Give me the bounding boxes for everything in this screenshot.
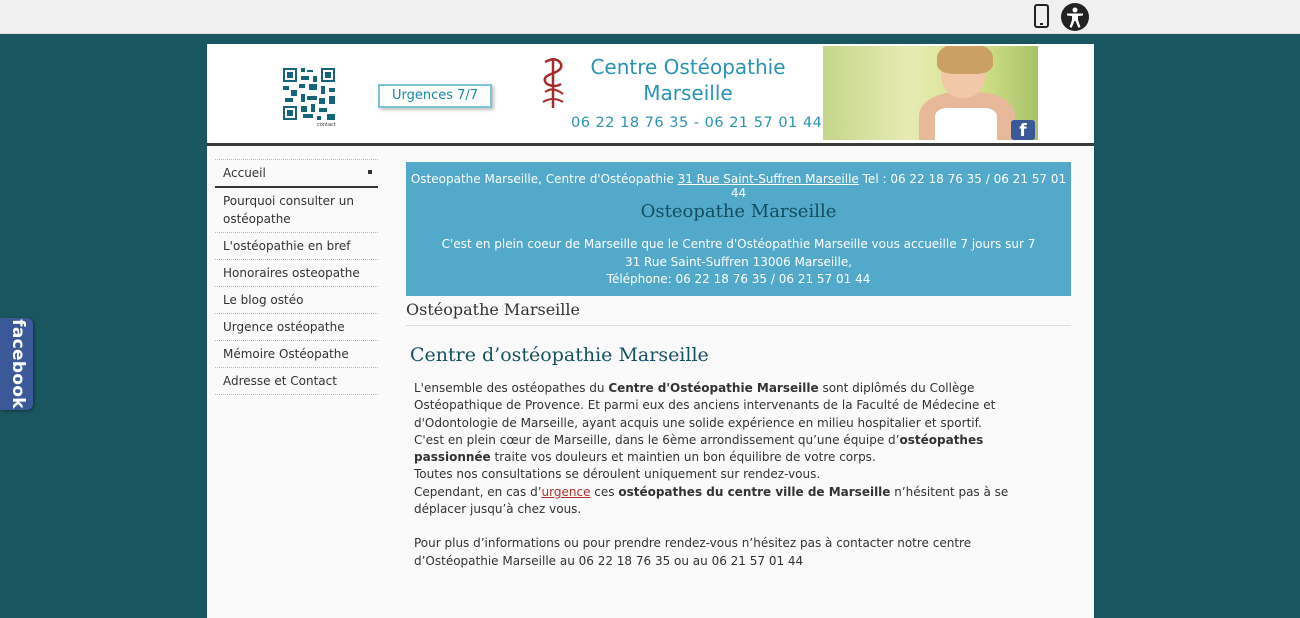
- site-header: [207, 44, 1094, 146]
- banner-title: Osteopathe Marseille: [640, 201, 837, 222]
- nav-item-blog[interactable]: [215, 287, 378, 314]
- text-span: C'est en plein cœur de Marseille, dans le 6ème arrondissement qu’une équipe d’: [414, 432, 900, 447]
- banner-address-link[interactable]: 31 Rue Saint-Suffren Marseille: [677, 172, 859, 186]
- header-phone: 06 22 18 76 35 - 06 21 57 01 44: [571, 115, 823, 131]
- nav-item-urgence[interactable]: [215, 314, 378, 341]
- nav-item-osteopathie-en-bref[interactable]: [215, 233, 378, 260]
- qr-code-icon[interactable]: [281, 66, 337, 122]
- text-span: traite vos douleurs et maintien un bon équilibre de votre corps.: [490, 450, 876, 465]
- active-dot-icon: [368, 170, 372, 174]
- section-heading: Ostéopathe Marseille: [406, 300, 1071, 326]
- top-toolbar: [0, 0, 1300, 34]
- nav-item-label: Accueil: [223, 166, 266, 180]
- facebook-side-tab[interactable]: [0, 318, 33, 410]
- text-span: L'ensemble des ostéopathes du: [414, 381, 609, 395]
- site-title-line1: Centre Ostéopathie: [590, 55, 786, 79]
- text-span: ces: [590, 484, 619, 499]
- hero-shirt: [935, 108, 997, 140]
- content-paragraph-4: [410, 484, 1058, 519]
- nav-item-honoraires[interactable]: [215, 260, 378, 287]
- facebook-icon[interactable]: f: [1011, 120, 1035, 140]
- nav-item-label: Honoraires osteopathe: [223, 266, 360, 280]
- sidebar-nav: [215, 159, 378, 395]
- nav-item-label: Mémoire Ostéopathe: [223, 347, 349, 361]
- site-title-line2: Marseille: [643, 81, 733, 105]
- nav-item-label: Urgence ostéopathe: [223, 320, 345, 334]
- main-content: [410, 344, 1058, 570]
- page-container: [207, 44, 1094, 618]
- content-paragraph-2: [410, 432, 1058, 467]
- urgence-link[interactable]: urgence: [541, 484, 591, 499]
- content-paragraph-5: Pour plus d’informations ou pour prendre rendez-vous n’hésitez pas à contacter notre centre d’Ostéopathie Marseille au 06 22 18 76 35 ou au 06 21 57 01 44: [414, 536, 972, 568]
- content-paragraph-1: [410, 380, 1058, 432]
- banner-address-prefix: Osteopathe Marseille, Centre d'Ostéopathie: [410, 172, 678, 186]
- nav-item-accueil[interactable]: [215, 159, 378, 188]
- content-paragraph-3: Toutes nos consultations se déroulent uniquement sur rendez-vous.: [414, 467, 821, 482]
- hero-photo: [823, 46, 1038, 140]
- nav-item-pourquoi-consulter[interactable]: [215, 188, 378, 233]
- nav-item-adresse-contact[interactable]: [215, 368, 378, 395]
- bold-text: ostéopathes du centre ville de Marseille: [618, 484, 891, 499]
- info-banner: [406, 162, 1071, 296]
- text-span: sont diplômés du Collège Ostéopathique de Provence. Et parmi eux des anciens intervenants de la Faculté de Médecine et d'Odontologie de Marseille, ayant acquis une solide expérience en milieu hospitalier et sportif.: [414, 381, 996, 430]
- bold-text: Centre d'Ostéopathie Marseille: [608, 381, 819, 395]
- text-span: Cependant, en cas d’: [414, 484, 542, 499]
- banner-address-suffix: Tel : 06 22 18 76 35 / 06 21 57 01 44: [730, 172, 1067, 200]
- banner-line-2: 31 Rue Saint-Suffren 13006 Marseille,: [624, 254, 853, 269]
- qr-caption: contact: [317, 122, 336, 128]
- banner-line-1: C'est en plein coeur de Marseille que le Centre d'Ostéopathie Marseille vous accueille 7 jours sur 7: [441, 237, 1036, 251]
- accessibility-icon[interactable]: [1061, 3, 1089, 31]
- nav-item-label: Le blog ostéo: [223, 293, 304, 307]
- content-heading: Centre d’ostéopathie Marseille: [410, 344, 709, 366]
- banner-text: [406, 236, 1071, 289]
- nav-item-label: Adresse et Contact: [223, 374, 337, 388]
- site-title[interactable]: [573, 54, 803, 106]
- nav-item-label: Pourquoi consulter un ostéopathe: [223, 194, 354, 226]
- nav-item-label: L'ostéopathie en bref: [223, 239, 351, 253]
- hero-hair: [937, 46, 993, 74]
- caduceus-logo-icon: [537, 56, 571, 110]
- urgences-button[interactable]: Urgences 7/7: [378, 84, 492, 108]
- banner-address-line: [406, 172, 1071, 200]
- bold-text: ostéopathes passionnée: [414, 432, 984, 465]
- mobile-phone-icon[interactable]: [1034, 4, 1049, 28]
- banner-line-3: Téléphone: 06 22 18 76 35 / 06 21 57 01 44: [606, 272, 871, 286]
- facebook-tab-label: facebook: [8, 319, 28, 409]
- nav-item-memoire[interactable]: [215, 341, 378, 368]
- spacer: [410, 518, 1058, 535]
- text-span: n’hésitent pas à se déplacer jusqu’à chez vous.: [414, 484, 1009, 517]
